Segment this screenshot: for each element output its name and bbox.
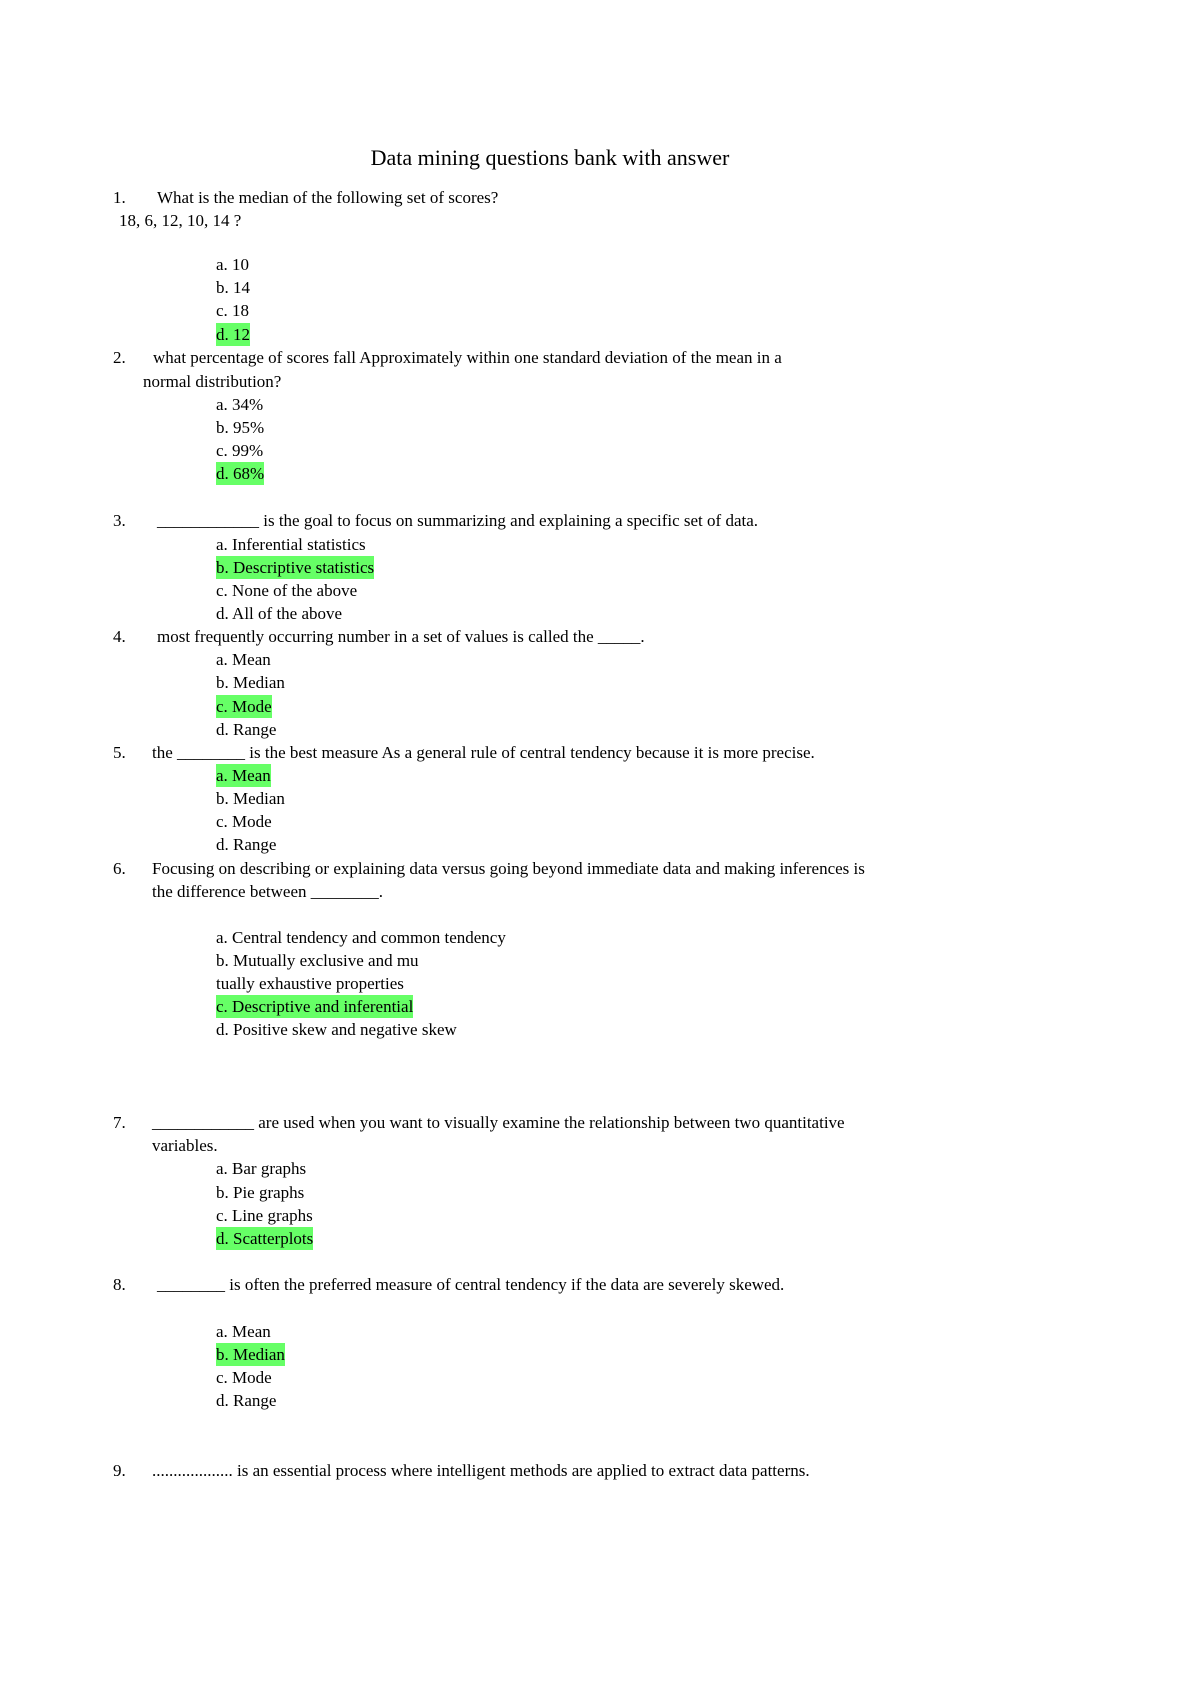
question-text: ____________ is the goal to focus on summarizing and explaining a specific set of data. [157,511,759,530]
answer-option-correct: d. 12 [216,323,250,346]
answer-option: c. Mode [216,812,272,831]
question-text: ____________ are used when you want to visually examine the relationship between two quantitative [152,1113,845,1132]
answer-option: b. Mutually exclusive and mu [216,951,419,970]
answer-option: c. 99% [216,441,264,460]
answer-option: c. Mode [216,1368,272,1387]
answer-option: b. Pie graphs [216,1183,305,1202]
answer-option: d. Positive skew and negative skew [216,1020,457,1039]
question-text: ________ is often the preferred measure of central tendency if the data are severely skewed. [157,1275,785,1294]
answer-option: tually exhaustive properties [216,974,404,993]
answer-option: a. Central tendency and common tendency [216,928,506,947]
answer-option: d. Range [216,720,277,739]
answer-option: c. None of the above [216,581,358,600]
question-text: the difference between ________. [152,882,383,901]
answer-option: c. Line graphs [216,1206,313,1225]
answer-option-correct: c. Descriptive and inferential [216,995,413,1018]
question-number: 4. [113,627,126,646]
answer-option: a. Bar graphs [216,1159,307,1178]
question-number: 9. [113,1461,126,1480]
document-title: Data mining questions bank with answer [370,145,730,170]
answer-option: b. 95% [216,418,265,437]
answer-option: d. Range [216,1391,277,1410]
question-text: Focusing on describing or explaining data versus going beyond immediate data and making inferences is [152,859,865,878]
question-text: what percentage of scores fall Approximately within one standard deviation of the mean in a [153,348,782,367]
answer-option-correct: a. Mean [216,764,271,787]
answer-option: a. Inferential statistics [216,535,366,554]
question-text: What is the median of the following set of scores? [157,188,499,207]
answer-option: a. 34% [216,395,264,414]
answer-option: d. Range [216,835,277,854]
question-number: 8. [113,1275,126,1294]
question-text: most frequently occurring number in a set of values is called the _____. [157,627,645,646]
question-text: 18, 6, 12, 10, 14 ? [119,211,242,230]
answer-option-correct: c. Mode [216,695,272,718]
answer-option: b. Median [216,789,285,808]
answer-option: a. Mean [216,650,271,669]
question-text: normal distribution? [143,372,282,391]
answer-option-correct: b. Descriptive statistics [216,556,374,579]
question-number: 6. [113,859,126,878]
question-number: 7. [113,1113,126,1132]
question-text: variables. [152,1136,218,1155]
question-text: the ________ is the best measure As a general rule of central tendency because it is more precise. [152,743,815,762]
question-number: 5. [113,743,126,762]
question-text: ................... is an essential process where intelligent methods are applied to extract data patterns. [152,1461,810,1480]
question-number: 2. [113,348,126,367]
question-number: 1. [113,188,126,207]
answer-option-correct: d. 68% [216,462,264,485]
answer-option-correct: d. Scatterplots [216,1227,313,1250]
answer-option: b. 14 [216,278,250,297]
answer-option: b. Median [216,673,285,692]
answer-option-correct: b. Median [216,1343,285,1366]
answer-option: a. 10 [216,255,250,274]
answer-option: d. All of the above [216,604,343,623]
answer-option: a. Mean [216,1322,271,1341]
question-number: 3. [113,511,126,530]
answer-option: c. 18 [216,301,250,320]
